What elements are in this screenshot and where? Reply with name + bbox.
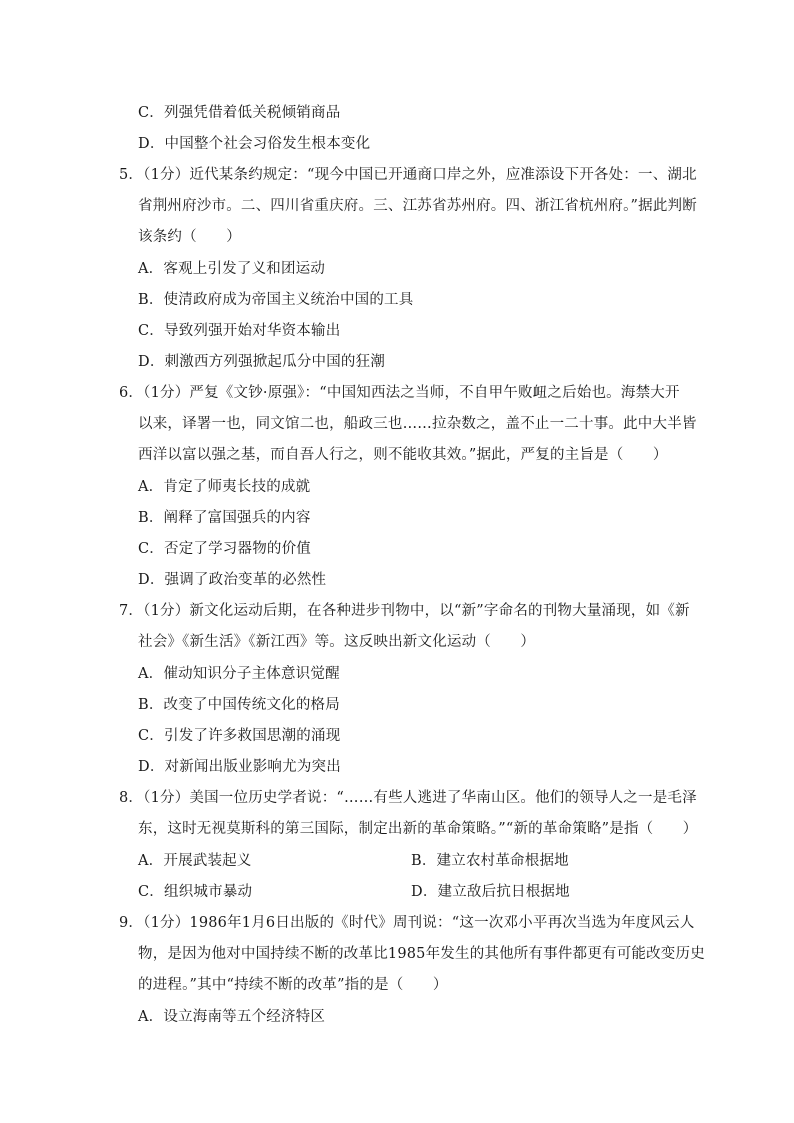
- q6-stem-line-2: 以来，译署一也，同文馆二也，船政三也……拉杂数之，盖不止一二十事。此中大半皆: [138, 416, 697, 432]
- q6-option-a: A．肯定了师夷长技的成就: [138, 479, 311, 495]
- q5-option-d: D．刺激西方列强掀起瓜分中国的狂潮: [138, 354, 386, 370]
- q8-option-d: D．建立敌后抗日根据地: [411, 884, 570, 900]
- q9-stem-line-1: 9．（1分）1986年1月6日出版的《时代》周刊说：“这一次邓小平再次当选为年度风云人: [119, 915, 695, 931]
- q8-stem-line-2: 东，这时无视莫斯科的第三国际，制定出新的革命策略。”“新的革命策略”是指（ ）: [138, 821, 698, 837]
- q8-option-b: B．建立农村革命根据地: [411, 853, 569, 869]
- q9-option-a: A．设立海南等五个经济特区: [138, 1009, 326, 1025]
- q8-stem-line-1: 8．（1分）美国一位历史学者说：“……有些人逃进了华南山区。他们的领导人之一是毛泽: [119, 790, 697, 806]
- q9-stem-line-2: 物，是因为他对中国持续不断的改革比1985年发生的其他所有事件都更有可能改变历史: [138, 946, 705, 962]
- q7-option-a: A．催动知识分子主体意识觉醒: [138, 666, 340, 682]
- q7-option-c: C．引发了许多救国思潮的涌现: [138, 728, 341, 744]
- q7-stem-line-2: 社会》《新生活》《新江西》等。这反映出新文化运动（ ）: [138, 634, 536, 650]
- q5-option-b: B．使清政府成为帝国主义统治中国的工具: [138, 292, 414, 308]
- q4-option-c: C．列强凭借着低关税倾销商品: [138, 105, 341, 121]
- q7-option-d: D．对新闻出版业影响尤为突出: [138, 759, 341, 775]
- q6-option-d: D．强调了政治变革的必然性: [138, 572, 327, 588]
- q6-option-c: C．否定了学习器物的价值: [138, 541, 311, 557]
- q5-stem-line-1: 5．（1分）近代某条约规定：“现今中国已开通商口岸之外，应准添设下开各处：一、湖北: [119, 167, 697, 183]
- q7-stem-line-1: 7．（1分）新文化运动后期，在各种进步刊物中，以“新”字命名的刊物大量涌现，如《新: [119, 603, 690, 619]
- q6-stem-line-1: 6．（1分）严复《文钞·原强》：“中国知西法之当师，不自甲午败衄之后始也。海禁大开: [119, 385, 680, 401]
- q7-option-b: B．改变了中国传统文化的格局: [138, 697, 340, 713]
- q6-stem-line-3: 西洋以富以强之基，而自吾人行之，则不能收其效。”据此，严复的主旨是（ ）: [138, 447, 668, 463]
- q8-option-c: C．组织城市暴动: [138, 884, 253, 900]
- q8-option-a: A．开展武装起义: [138, 853, 252, 869]
- q4-option-d: D．中国整个社会习俗发生根本变化: [138, 136, 371, 152]
- q5-option-a: A．客观上引发了义和团运动: [138, 261, 326, 277]
- q5-option-c: C．导致列强开始对华资本输出: [138, 323, 341, 339]
- q5-stem-line-3: 该条约（ ）: [138, 229, 241, 245]
- q6-option-b: B．阐释了富国强兵的内容: [138, 510, 311, 526]
- q9-stem-line-3: 的进程。”其中“持续不断的改革”指的是（ ）: [138, 977, 448, 993]
- q5-stem-line-2: 省荆州府沙市。二、四川省重庆府。三、江苏省苏州府。四、浙江省杭州府。”据此判断: [138, 198, 697, 214]
